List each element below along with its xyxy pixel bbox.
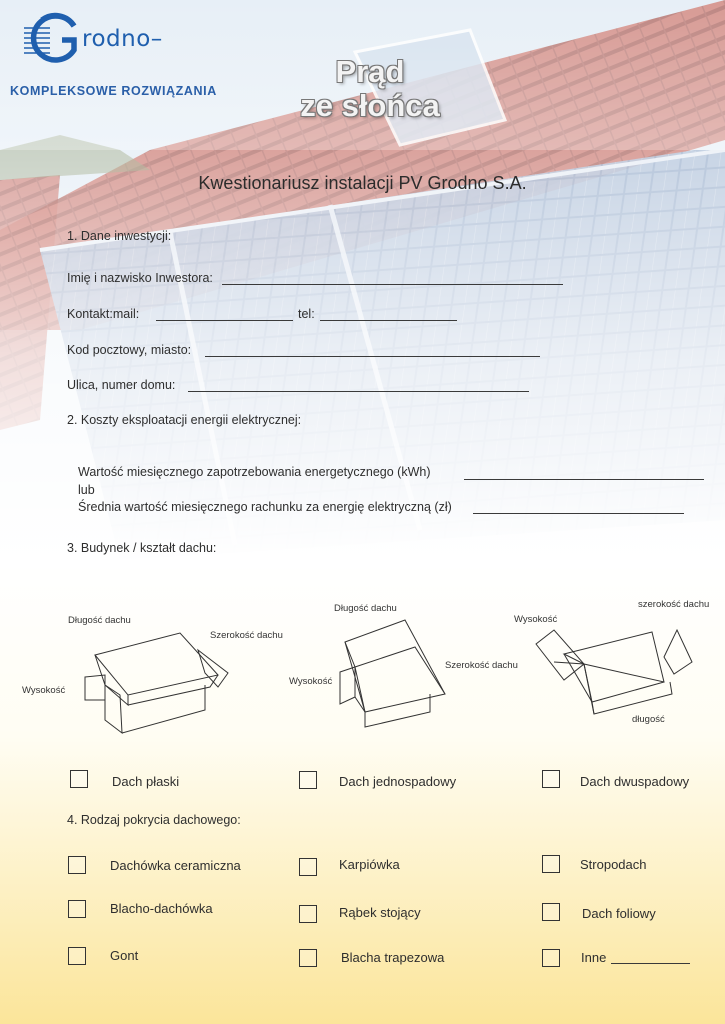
membrane-roof-checkbox[interactable]	[542, 903, 560, 921]
mail-field[interactable]	[156, 320, 293, 321]
tel-label: tel:	[298, 307, 315, 321]
flat-width-label: Szerokość dachu	[210, 630, 283, 641]
or-label: lub	[78, 483, 95, 497]
flat-roof-checkbox[interactable]	[70, 770, 88, 788]
plain-tile-label: Karpiówka	[339, 857, 400, 872]
monopitch-roof-diagram	[335, 612, 455, 732]
bill-field[interactable]	[473, 513, 684, 514]
trapezoidal-sheet-checkbox[interactable]	[299, 949, 317, 967]
shingle-checkbox[interactable]	[68, 947, 86, 965]
section-1-heading: 1. Dane inwestycji:	[67, 229, 172, 243]
gable-length-label: długość	[632, 714, 665, 725]
monopitch-length-label: Długość dachu	[334, 603, 397, 614]
flat-length-label: Długość dachu	[68, 615, 131, 626]
tagline: KOMPLEKSOWE ROZWIĄZANIA	[10, 84, 217, 98]
logo-text: rodno–	[82, 26, 163, 52]
gable-roof-label: Dach dwuspadowy	[580, 774, 690, 789]
street-field[interactable]	[188, 391, 529, 392]
flat-ceiling-roof-checkbox[interactable]	[542, 855, 560, 873]
section-4-heading: 4. Rodzaj pokrycia dachowego:	[67, 813, 241, 827]
gable-width-label: szerokość dachu	[638, 599, 710, 610]
slogan	[270, 55, 470, 123]
investor-name-label: Imię i nazwisko Inwestora:	[67, 271, 213, 285]
flat-height-label: Wysokość	[22, 685, 66, 696]
flat-roof-diagram	[80, 625, 230, 740]
monopitch-width-label: Szerokość dachu	[445, 660, 518, 671]
investor-name-field[interactable]	[222, 284, 563, 285]
membrane-roof-label: Dach foliowy	[582, 906, 656, 921]
postal-field[interactable]	[205, 356, 540, 357]
shingle-label: Gont	[110, 948, 139, 963]
energy-demand-label: Wartość miesięcznego zapotrzebowania energetycznego (kWh)	[78, 465, 431, 479]
other-label: Inne	[581, 950, 607, 965]
standing-seam-checkbox[interactable]	[299, 905, 317, 923]
other-checkbox[interactable]	[542, 949, 560, 967]
slogan-line-2: ze słońca	[300, 88, 440, 123]
trapezoidal-sheet-label: Blacha trapezowa	[341, 950, 445, 965]
standing-seam-label: Rąbek stojący	[339, 905, 421, 920]
bill-label: Średnia wartość miesięcznego rachunku za energię elektryczną (zł)	[78, 500, 452, 514]
tel-field[interactable]	[320, 320, 457, 321]
monopitch-roof-label: Dach jednospadowy	[339, 774, 457, 789]
plain-tile-checkbox[interactable]	[299, 858, 317, 876]
gable-roof-diagram	[532, 622, 697, 722]
ceramic-tile-label: Dachówka ceramiczna	[110, 858, 241, 873]
postal-label: Kod pocztowy, miasto:	[67, 343, 192, 357]
gable-roof-checkbox[interactable]	[542, 770, 560, 788]
slogan-line-1: Prąd	[335, 54, 405, 89]
gable-height-label: Wysokość	[514, 614, 558, 625]
ceramic-tile-checkbox[interactable]	[68, 856, 86, 874]
monopitch-height-label: Wysokość	[289, 676, 333, 687]
street-label: Ulica, numer domu:	[67, 378, 176, 392]
metal-tile-checkbox[interactable]	[68, 900, 86, 918]
monopitch-roof-checkbox[interactable]	[299, 771, 317, 789]
mail-label: Kontakt:mail:	[67, 307, 140, 321]
section-3-heading: 3. Budynek / kształt dachu:	[67, 541, 217, 555]
section-2-heading: 2. Koszty eksploatacji energii elektrycznej:	[67, 413, 302, 427]
flat-ceiling-roof-label: Stropodach	[580, 857, 647, 872]
energy-demand-field[interactable]	[464, 479, 704, 480]
flat-roof-label: Dach płaski	[112, 774, 180, 789]
logo-icon	[22, 10, 82, 66]
metal-tile-label: Blacho-dachówka	[110, 901, 213, 916]
form-title: Kwestionariusz instalacji PV Grodno S.A.	[198, 173, 527, 193]
other-field[interactable]	[611, 963, 690, 964]
